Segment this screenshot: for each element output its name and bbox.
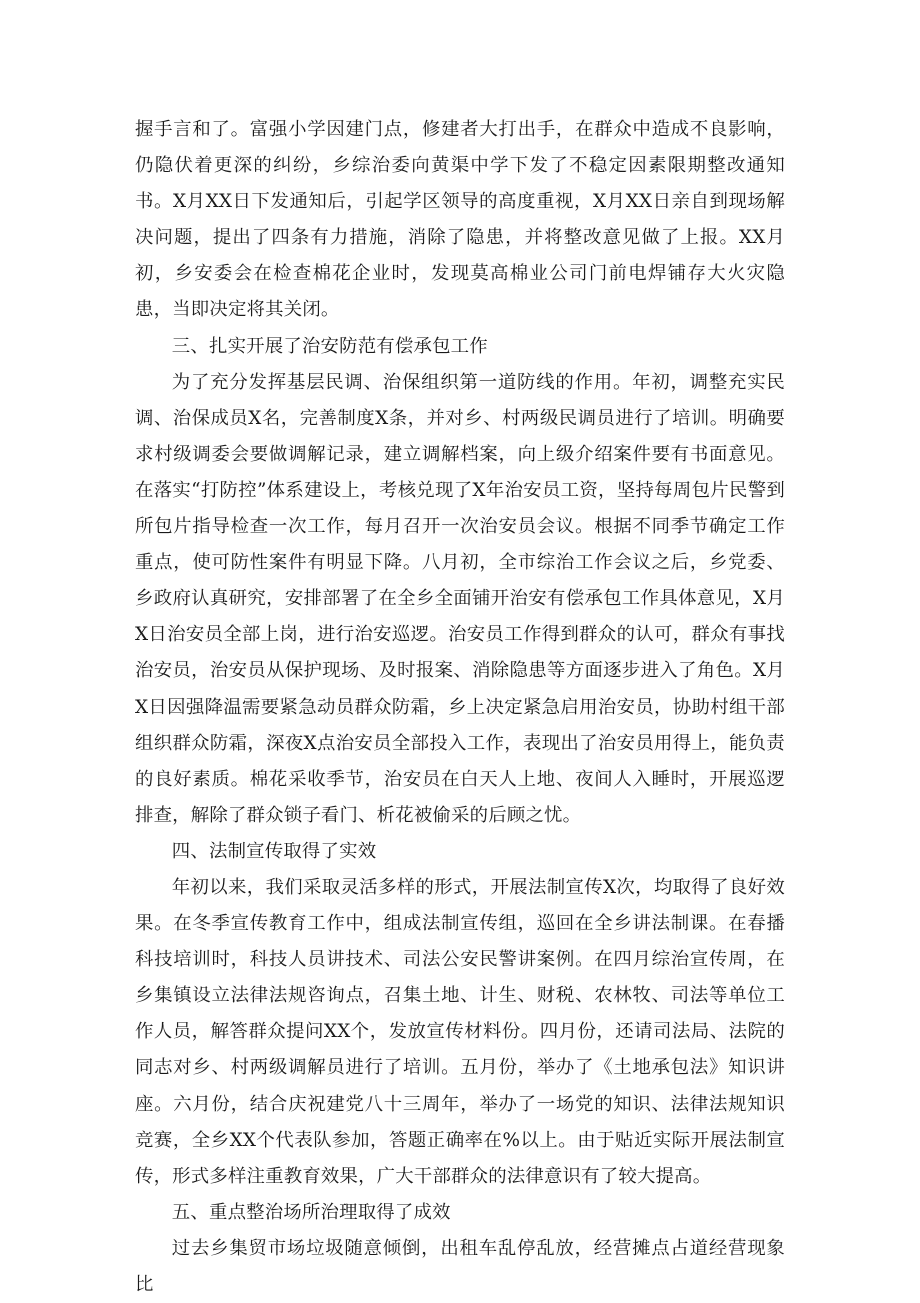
paragraph-continuation: 握手言和了。富强小学因建门点，修建者大打出手，在群众中造成不良影响，仍隐伏着更深的纠纷，乡综治委向黄渠中学下发了不稳定因素限期整改通知书。X月XX日下发通知后，引起学区领导的高度重视，X月XX日亲自到现场解决问题，提出了四条有力措施，消除了隐患，并将整改意见做了上报。XX月初，乡安委会在检查棉花企业时，发现莫高棉业公司门前电焊铺存大火灾隐患，当即决定将其关闭。 (135, 119, 785, 321)
paragraph-legal-publicity: 年初以来，我们采取灵活多样的形式，开展法制宣传X次，均取得了良好效果。在冬季宣传教育工作中，组成法制宣传组，巡回在全乡讲法制课。在春播科技培训时，科技人员讲技术、司法公安民警讲案例。在四月综治宣传周，在乡集镇设立法律法规咨询点，召集土地、计生、财税、农林牧、司法等单位工作人员，解答群众提问XX个，发放宣传材料份。四月份，还请司法局、法院的同志对乡、村两级调解员进行了培训。五月份，举办了《土地承包法》知识讲座。六月份，结合庆祝建党八十三周年，举办了一场党的知识、法律法规知识竞赛，全乡XX个代表队参加，答题正确率在%以上。由于贴近实际开展法制宣传，形式多样注重教育效果，广大干部群众的法律意识有了较大提高。 (135, 876, 785, 1187)
paragraph-security-contracting: 为了充分发挥基层民调、治保组织第一道防线的作用。年初，调整充实民调、治保成员X名，完善制度X条，并对乡、村两级民调员进行了培训。明确要求村级调委会要做调解记录，建立调解档案，向上级介绍案件要有书面意见。在落实“打防控”体系建设上，考核兑现了X年治安员工资，坚持每周包片民警到所包片指导检查一次工作，每月召开一次治安员会议。根据不同季节确定工作重点，使可防性案件有明显下降。八月初，全市综治工作会议之后，乡党委、乡政府认真研究，安排部署了在全乡全面铺开治安有偿承包工作具体意见，X月X日治安员全部上岗，进行治安巡逻。治安员工作得到群众的认可，群众有事找治安员，治安员从保护现场、及时报案、消除隐患等方面逐步进入了角色。X月X日因强降温需要紧急动员群众防霜，乡上决定紧急启用治安员，协助村组干部组织群众防霜，深夜X点治安员全部投入工作，表现出了治安员用得上，能负责的良好素质。棉花采收季节，治安员在白天人上地、夜间人入睡时，开展巡逻排查，解除了群众锁子看门、析花被偷采的后顾之忧。 (135, 371, 785, 826)
section-heading-4: 四、法制宣传取得了实效 (171, 840, 377, 862)
document-body (135, 112, 785, 1303)
paragraph-market-rectification: 过去乡集贸市场垃圾随意倾倒，出租车乱停乱放，经营摊点占道经营现象比 (135, 1237, 785, 1295)
section-heading-3: 三、扎实开展了治安防范有偿承包工作 (171, 335, 488, 357)
section-heading-5: 五、重点整治场所治理取得了成效 (171, 1201, 451, 1223)
